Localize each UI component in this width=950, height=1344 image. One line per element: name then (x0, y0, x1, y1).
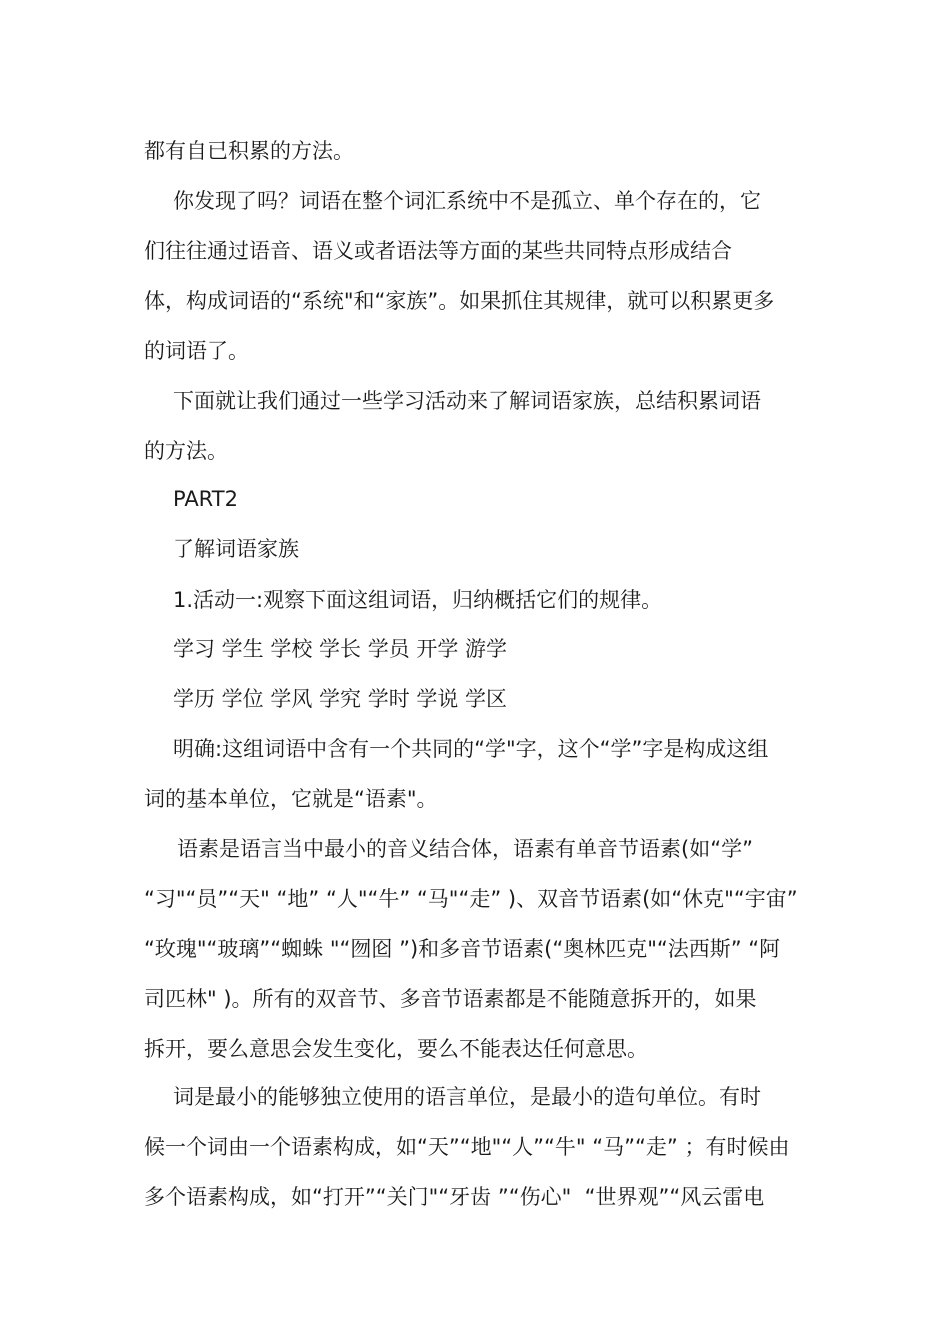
paragraph-start-line: 下面就让我们通过一些学习活动来了解词语家族，总结积累词语 (173, 389, 761, 413)
text-line: 的方法。 (144, 439, 228, 463)
text-line: 拆开，要么意思会发生变化，要么不能表达任何意思。 (144, 1037, 648, 1061)
text-line: 都有自已积累的方法。 (144, 139, 354, 163)
text-line: “习"“员”“天" “地” “人"“牛” “马"“走” )、双音节语素(如“休克"“宇宙” (144, 887, 798, 911)
text-line: 的词语了。 (144, 339, 249, 363)
text-line: 多个语素构成，如“打开”“关门"“牙齿 ”“伤心" “世界观”“风云雷电 (144, 1185, 765, 1209)
text-line: 词的基本单位，它就是“语素"。 (144, 787, 438, 811)
word-list-line: 学习 学生 学校 学长 学员 开学 游学 (173, 637, 508, 661)
section-heading: 了解词语家族 (173, 537, 299, 561)
section-label: PART2 (173, 487, 238, 511)
activity-title: 1.活动一:观察下面这组词语，归纳概括它们的规律。 (173, 588, 663, 612)
text-line: 候一个词由一个语素构成，如“天”“地"“人”“牛" “马”“走” ；有时候由 (144, 1135, 790, 1159)
word-list-line: 学历 学位 学风 学究 学时 学说 学区 (173, 687, 508, 711)
text-line: 们往往通过语音、语义或者语法等方面的某些共同特点形成结合 (144, 239, 732, 263)
text-line: 体，构成词语的“系统"和“家族”。如果抓住其规律，就可以积累更多 (144, 289, 775, 313)
text-line: “玫瑰"“玻璃”“蜘蛛 "“囫囵 ”)和多音节语素(“奥林匹克"“法西斯” “阿 (144, 937, 781, 961)
paragraph-start-line: 明确:这组词语中含有一个共同的“学"字，这个“学”字是构成这组 (173, 737, 769, 761)
paragraph-start-line: 你发现了吗？词语在整个词汇系统中不是孤立、单个存在的，它 (173, 189, 761, 213)
text-line: 司匹林" )。所有的双音节、多音节语素都是不能随意拆开的，如果 (144, 987, 757, 1011)
paragraph-start-line: 语素是语言当中最小的音义结合体，语素有单音节语素(如“学” (177, 837, 753, 861)
paragraph-start-line: 词是最小的能够独立使用的语言单位，是最小的造句单位。有时 (173, 1085, 761, 1109)
